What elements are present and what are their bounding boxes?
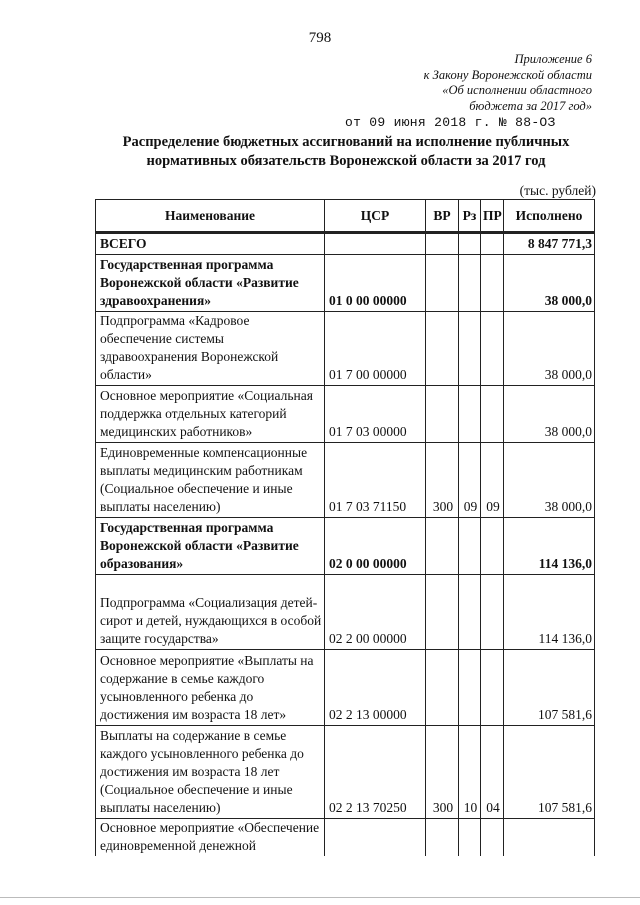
cell-name: Выплаты на содержание в семье каждого усыновленного ребенка до достижения им возраста 18 лет (Социальное обеспечение и иные выплаты населению) — [96, 726, 325, 819]
cell-done: 114 136,0 — [504, 575, 595, 650]
cell-pr — [481, 255, 504, 312]
cell-done: 114 136,0 — [504, 518, 595, 575]
table-row — [96, 312, 595, 386]
cell-name: Государственная программа Воронежской области «Развитие образования» — [96, 518, 325, 575]
title-line: Распределение бюджетных ассигнований на исполнение публичных — [122, 134, 570, 150]
cell-name: Подпрограмма «Кадровое обеспечение системы здравоохранения Воронежской области» — [96, 312, 325, 386]
cell-csr: 02 2 00 00000 — [325, 575, 426, 650]
cell-pr — [481, 575, 504, 650]
cell-name: Государственная программа Воронежской области «Развитие здравоохранения» — [96, 255, 325, 312]
cell-name: Основное мероприятие «Социальная поддержка отдельных категорий медицинских работников» — [96, 386, 325, 443]
cell-vr — [426, 518, 459, 575]
table-row — [96, 650, 595, 726]
cell-name: Основное мероприятие «Выплаты на содержание в семье каждого усыновленного ребенка до достижения им возраста 18 лет» — [96, 650, 325, 726]
cell-name: Подпрограмма «Социализация детей-сирот и детей, нуждающихся в особой защите государства» — [96, 575, 325, 650]
table-row — [96, 255, 595, 312]
cell-vr — [426, 819, 459, 857]
cell-vr — [426, 575, 459, 650]
cell-done: 107 581,6 — [504, 726, 595, 819]
cell-vr: 300 — [426, 443, 459, 518]
cell-name: Основное мероприятие «Обеспечение единовременной денежной — [96, 819, 325, 857]
cell-csr: 02 2 13 00000 — [325, 650, 426, 726]
table-row — [96, 234, 595, 255]
table-row — [96, 819, 595, 857]
cell-rz — [459, 518, 481, 575]
cell-rz — [459, 312, 481, 386]
cell-pr — [481, 312, 504, 386]
cell-rz: 09 — [459, 443, 481, 518]
cell-rz — [459, 386, 481, 443]
header-vr: ВР — [426, 200, 459, 233]
cell-pr: 09 — [481, 443, 504, 518]
cell-done: 38 000,0 — [504, 255, 595, 312]
appendix-note — [424, 52, 592, 114]
appendix-line: к Закону Воронежской области — [423, 67, 592, 82]
cell-csr — [325, 234, 426, 255]
cell-vr — [426, 234, 459, 255]
cell-pr: 04 — [481, 726, 504, 819]
budget-table — [95, 199, 595, 856]
cell-vr — [426, 255, 459, 312]
cell-rz — [459, 819, 481, 857]
appendix-line: бюджета за 2017 год» — [469, 98, 592, 113]
appendix-line: «Об исполнении областного — [442, 83, 592, 97]
cell-vr — [426, 650, 459, 726]
cell-rz — [459, 575, 481, 650]
table-row — [96, 575, 595, 650]
title-line: нормативных обязательств Воронежской области за 2017 год — [146, 153, 546, 169]
document-title — [90, 133, 602, 171]
cell-vr: 300 — [426, 726, 459, 819]
cell-csr: 02 0 00 00000 — [325, 518, 426, 575]
table-row — [96, 726, 595, 819]
table-row — [96, 518, 595, 575]
table-body — [96, 232, 595, 856]
header-pr: ПР — [481, 200, 504, 233]
cell-pr — [481, 819, 504, 857]
cell-vr — [426, 386, 459, 443]
table-row — [96, 386, 595, 443]
cell-pr — [481, 386, 504, 443]
cell-vr — [426, 312, 459, 386]
cell-csr: 01 0 00 00000 — [325, 255, 426, 312]
scan-edge-line — [0, 897, 640, 898]
cell-csr — [325, 819, 426, 857]
cell-done — [504, 819, 595, 857]
units-label: (тыс. рублей) — [519, 183, 596, 198]
table-header-row — [96, 200, 595, 233]
cell-pr — [481, 650, 504, 726]
cell-done: 38 000,0 — [504, 443, 595, 518]
cell-csr: 01 7 03 71150 — [325, 443, 426, 518]
cell-rz — [459, 255, 481, 312]
cell-done: 38 000,0 — [504, 312, 595, 386]
law-date-stamp: от 09 июня 2018 г. № 88-ОЗ — [345, 115, 556, 130]
cell-name: Единовременные компенсационные выплаты медицинским работникам (Социальное обеспечение и иные выплаты населению) — [96, 443, 325, 518]
cell-csr: 01 7 00 00000 — [325, 312, 426, 386]
cell-name: ВСЕГО — [96, 234, 325, 255]
cell-done: 8 847 771,3 — [504, 234, 595, 255]
header-done: Исполнено — [504, 200, 595, 233]
cell-csr: 02 2 13 70250 — [325, 726, 426, 819]
cell-rz — [459, 234, 481, 255]
cell-done: 38 000,0 — [504, 386, 595, 443]
appendix-line: Приложение 6 — [514, 52, 592, 66]
table-row — [96, 443, 595, 518]
cell-csr: 01 7 03 00000 — [325, 386, 426, 443]
header-rz: Рз — [459, 200, 481, 233]
header-csr: ЦСР — [325, 200, 426, 233]
page-number: 798 — [308, 30, 332, 46]
header-name: Наименование — [96, 200, 325, 233]
cell-rz — [459, 650, 481, 726]
cell-pr — [481, 234, 504, 255]
cell-done: 107 581,6 — [504, 650, 595, 726]
cell-pr — [481, 518, 504, 575]
cell-rz: 10 — [459, 726, 481, 819]
